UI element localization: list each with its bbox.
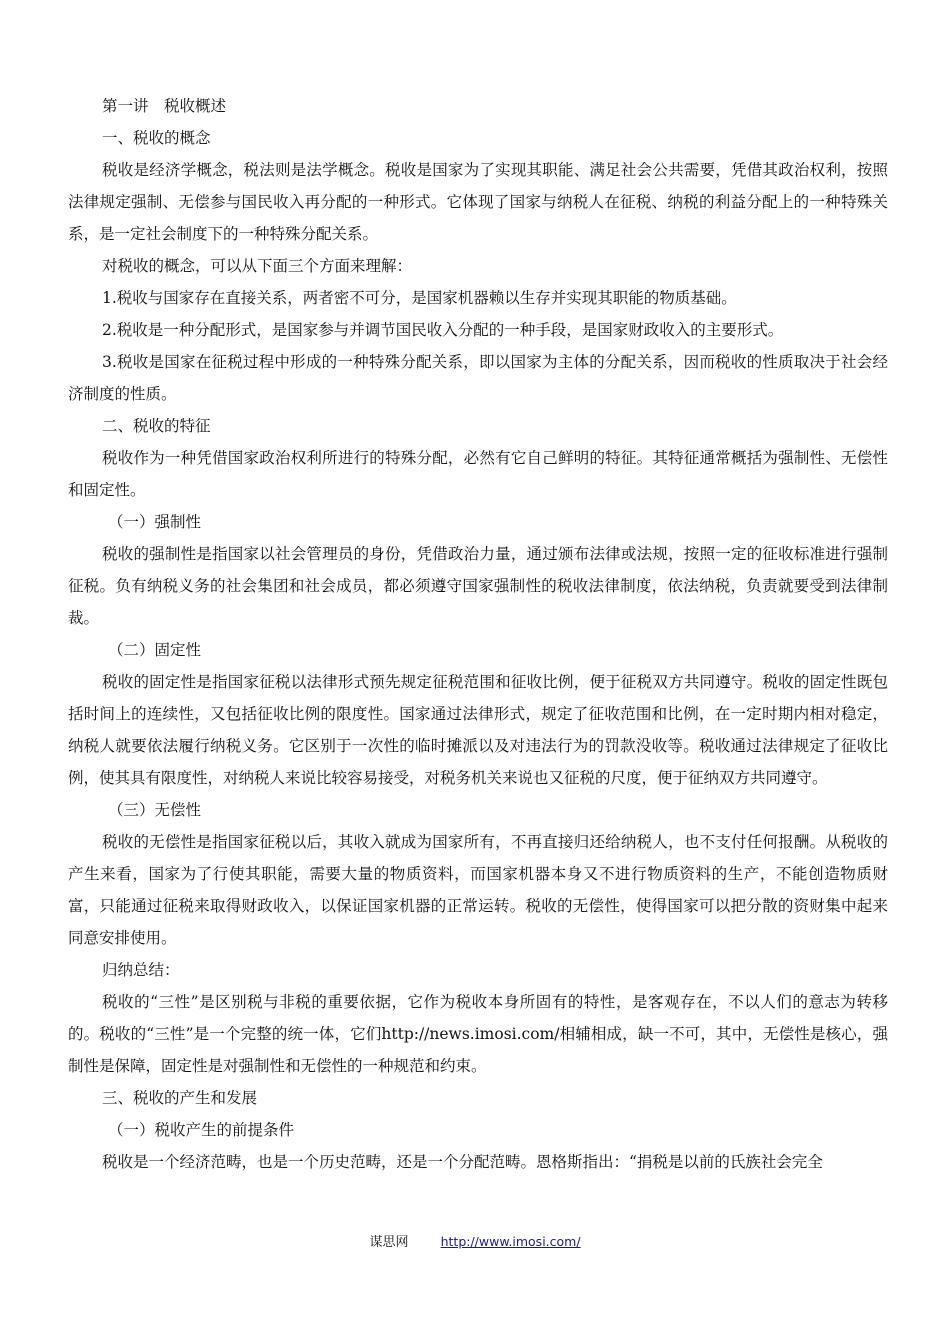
section-heading-features: 二、税收的特征 bbox=[102, 417, 211, 435]
paragraph: 税收的强制性是指国家以社会管理员的身份，凭借政治力量，通过颁布法律或法规，按照一定的征收标准进行强制征税。负有纳税义务的社会集团和社会成员，都必须遵守国家强制性的税收法律制度，依法纳税，负责就要受到法律制裁。 bbox=[68, 545, 888, 627]
section-heading-origin: 三、税收的产生和发展 bbox=[102, 1089, 258, 1107]
paragraph: 税收的固定性是指国家征税以法律形式预先规定征税范围和征收比例，便于征税双方共同遵守。税收的固定性既包括时间上的连续性，又包括征收比例的限度性。国家通过法律形式，规定了征收范围和比例，在一定时期内相对稳定，纳税人就要依法履行纳税义务。它区别于一次性的临时摊派以及对违法行为的罚款没收等。税收通过法律规定了征收比例，使其具有限度性，对纳税人来说比较容易接受，对税务机关来说也又征税的尺度，便于征纳双方共同遵守。 bbox=[68, 673, 888, 787]
list-item: 2.税收是一种分配形式，是国家参与并调节国民收入分配的一种手段，是国家财政收入的主要形式。 bbox=[102, 321, 784, 339]
paragraph: 税收是一个经济范畴，也是一个历史范畴，还是一个分配范畴。恩格斯指出：“捐税是以前的氏族社会完全 bbox=[102, 1153, 823, 1171]
footer-link[interactable]: http://www.imosi.com/ bbox=[440, 1234, 581, 1249]
footer-site-name: 谋思网 bbox=[369, 1235, 409, 1250]
subheading-gratuitous: （三）无偿性 bbox=[108, 801, 202, 819]
page-footer bbox=[0, 1231, 950, 1250]
paragraph: 对税收的概念，可以从下面三个方面来理解： bbox=[102, 257, 413, 275]
paragraph: 税收作为一种凭借国家政治权利所进行的特殊分配，必然有它自己鲜明的特征。其特征通常概括为强制性、无偿性和固定性。 bbox=[68, 449, 888, 499]
document-body bbox=[68, 90, 888, 1178]
subheading-preconditions: （一）税收产生的前提条件 bbox=[108, 1121, 295, 1139]
summary-label: 归纳总结： bbox=[102, 961, 180, 979]
subheading-compulsory: （一）强制性 bbox=[108, 513, 202, 531]
paragraph: 税收的无偿性是指国家征税以后，其收入就成为国家所有，不再直接归还给纳税人，也不支付任何报酬。从税收的产生来看，国家为了行使其职能，需要大量的物质资料，而国家机器本身又不进行物质资料的生产，不能创造物质财富，只能通过征税来取得财政收入，以保证国家机器的正常运转。税收的无偿性，使得国家可以把分散的资财集中起来同意安排使用。 bbox=[68, 833, 888, 947]
list-item: 3.税收是国家在征税过程中形成的一种特殊分配关系，即以国家为主体的分配关系，因而税收的性质取决于社会经济制度的性质。 bbox=[68, 353, 888, 403]
lecture-title: 第一讲 税收概述 bbox=[102, 97, 227, 115]
paragraph: 税收是经济学概念，税法则是法学概念。税收是国家为了实现其职能、满足社会公共需要，凭借其政治权利，按照法律规定强制、无偿参与国民收入再分配的一种形式。它体现了国家与纳税人在征税、纳税的利益分配上的一种特殊关系，是一定社会制度下的一种特殊分配关系。 bbox=[68, 161, 888, 243]
paragraph: 税收的“三性”是区别税与非税的重要依据，它作为税收本身所固有的特性，是客观存在，不以人们的意志为转移的。税收的“三性”是一个完整的统一体，它们http://news.imosi.com/相辅相成，缺一不可，其中，无偿性是核心，强制性是保障，固定性是对强制性和无偿性的一种规范和约束。 bbox=[68, 993, 888, 1075]
list-item: 1.税收与国家存在直接关系，两者密不可分，是国家机器赖以生存并实现其职能的物质基础。 bbox=[102, 289, 737, 307]
section-heading-concept: 一、税收的概念 bbox=[102, 129, 211, 147]
subheading-fixed: （二）固定性 bbox=[108, 641, 202, 659]
